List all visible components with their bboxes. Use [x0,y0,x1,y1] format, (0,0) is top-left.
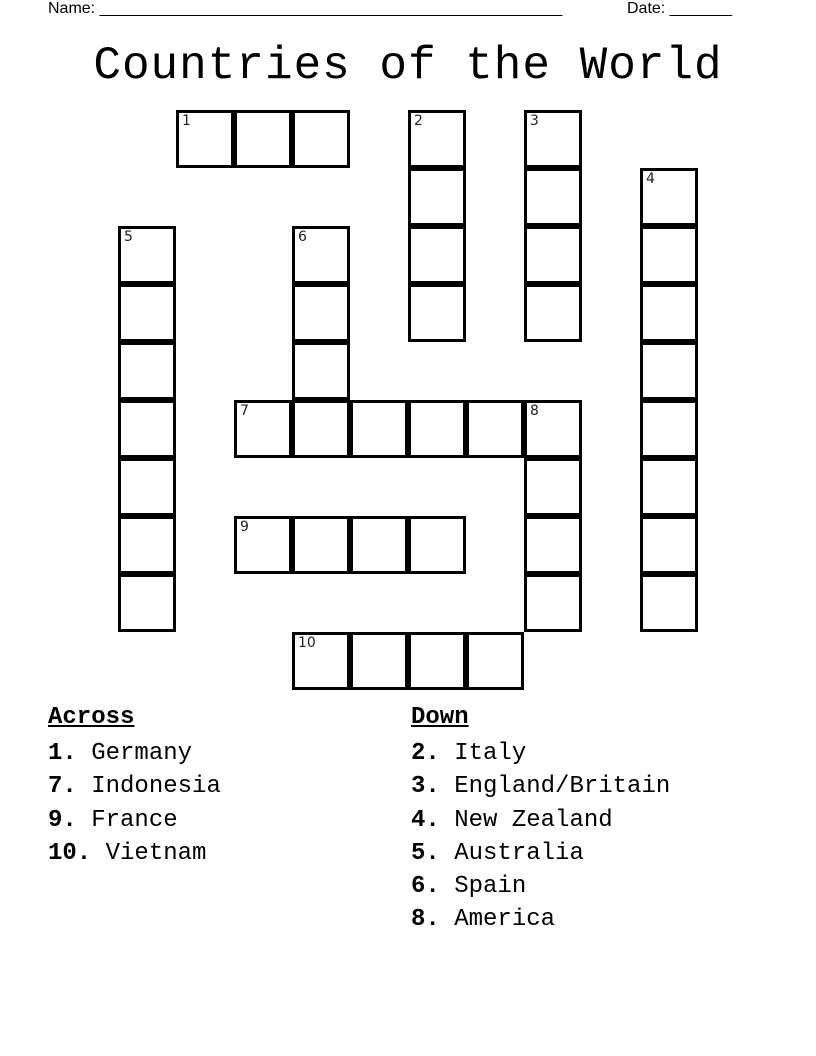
cell-number: 5 [124,229,133,245]
clue-number: 6. [411,873,440,901]
crossword-cell[interactable] [118,226,176,284]
crossword-cell[interactable] [234,110,292,168]
clue-down-8 [411,903,670,936]
crossword-cell[interactable] [640,168,698,226]
crossword-cell[interactable] [524,458,582,516]
clue-down-2 [411,737,670,770]
crossword-cell[interactable] [640,342,698,400]
clue-down-5 [411,837,670,870]
clue-text: England/Britain [454,773,671,801]
crossword-cell[interactable] [524,400,582,458]
clue-text: Australia [454,839,584,867]
crossword-cell[interactable] [292,400,350,458]
crossword-cell[interactable] [350,516,408,574]
across-clues [48,703,221,870]
crossword-cell[interactable] [350,400,408,458]
clue-down-6 [411,870,670,903]
crossword-cell[interactable] [234,516,292,574]
cell-number: 7 [240,403,249,419]
clue-text: New Zealand [454,806,613,834]
clue-text: Vietnam [105,839,207,867]
down-heading: Down [411,704,469,731]
cell-number: 4 [646,171,655,187]
clue-across-1 [48,737,221,770]
clue-across-9 [48,804,221,837]
clue-across-10 [48,837,221,870]
crossword-cell[interactable] [118,400,176,458]
crossword-cell[interactable] [292,110,350,168]
crossword-cell[interactable] [466,632,524,690]
crossword-cell[interactable] [118,516,176,574]
cell-number: 2 [414,113,423,129]
clue-text: Germany [91,740,193,767]
crossword-cell[interactable] [118,574,176,632]
crossword-cell[interactable] [640,516,698,574]
crossword-cell[interactable] [292,342,350,400]
crossword-cell[interactable] [524,516,582,574]
crossword-cell[interactable] [640,284,698,342]
crossword-cell[interactable] [408,632,466,690]
cell-number: 6 [298,229,307,245]
crossword-cell[interactable] [524,574,582,632]
crossword-cell[interactable] [118,284,176,342]
cell-number: 10 [298,635,316,651]
crossword-cell[interactable] [408,168,466,226]
clue-number: 4. [411,806,440,834]
clue-text: Spain [454,873,527,901]
clue-number: 10. [48,839,92,867]
cell-number: 3 [530,113,539,129]
crossword-cell[interactable] [524,110,582,168]
crossword-cell[interactable] [350,632,408,690]
crossword-cell[interactable] [524,226,582,284]
clue-text: France [91,806,178,834]
crossword-cell[interactable] [408,110,466,168]
crossword-cell[interactable] [292,632,350,690]
crossword-cell[interactable] [408,226,466,284]
crossword-cell[interactable] [640,458,698,516]
crossword-cell[interactable] [640,574,698,632]
date-field-line: Date: _______ [627,0,732,17]
crossword-cell[interactable] [640,400,698,458]
name-field-line: Name: ____________________________________________________ [48,0,563,17]
crossword-cell[interactable] [466,400,524,458]
crossword-cell[interactable] [176,110,234,168]
across-heading: Across [48,704,135,731]
crossword-cell[interactable] [640,226,698,284]
crossword-cell[interactable] [118,458,176,516]
crossword-cell[interactable] [234,400,292,458]
crossword-cell[interactable] [408,400,466,458]
cell-number: 9 [240,519,249,535]
crossword-cell[interactable] [118,342,176,400]
page-title: Countries of the World [93,40,723,92]
clue-text: Indonesia [91,773,221,801]
clue-down-3 [411,770,670,803]
crossword-cell[interactable] [292,226,350,284]
clue-text: America [454,906,556,934]
crossword-cell[interactable] [292,516,350,574]
clue-down-4 [411,804,670,837]
clue-number: 3. [411,773,440,801]
crossword-cell[interactable] [292,284,350,342]
crossword-cell[interactable] [524,168,582,226]
clue-across-7 [48,770,221,803]
clue-number: 5. [411,839,440,867]
clue-number: 8. [411,906,440,934]
cell-number: 1 [182,113,191,129]
clue-text: Italy [454,740,527,767]
clue-number: 2. [411,740,440,767]
crossword-cell[interactable] [408,284,466,342]
clue-number: 7. [48,773,77,801]
cell-number: 8 [530,403,539,419]
crossword-cell[interactable] [524,284,582,342]
down-clues [411,703,670,937]
clue-number: 9. [48,806,77,834]
crossword-cell[interactable] [408,516,466,574]
clue-number: 1. [48,740,77,767]
